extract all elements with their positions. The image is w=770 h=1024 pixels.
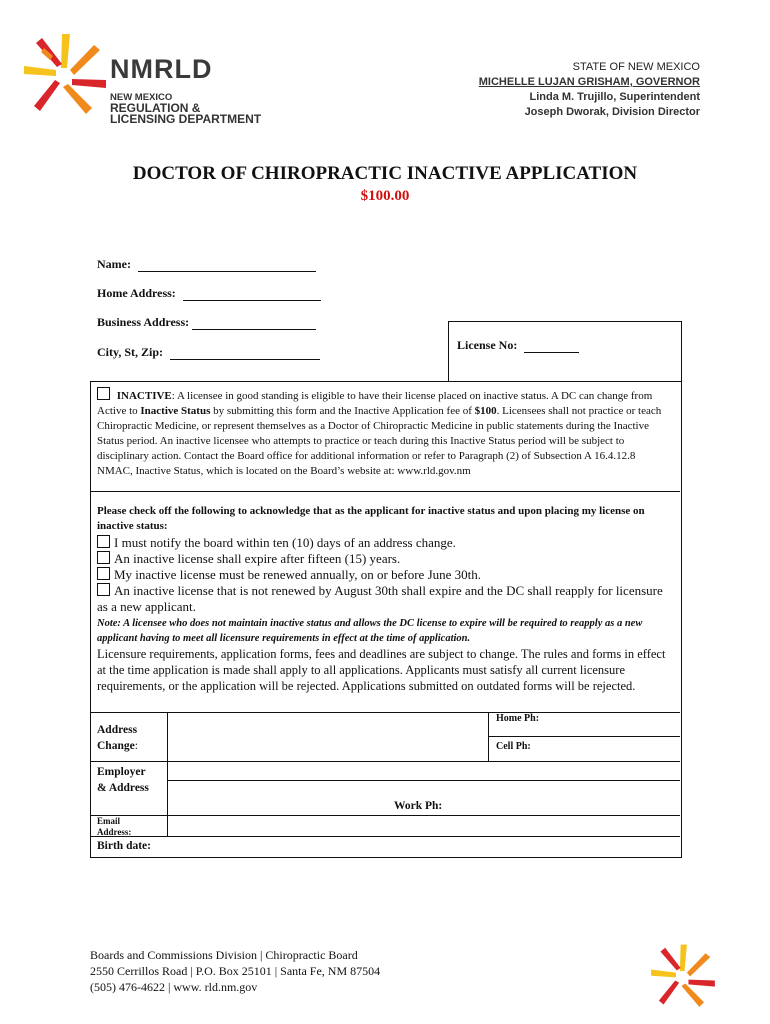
email-address-label bbox=[97, 816, 131, 838]
expiration-note bbox=[97, 616, 672, 646]
inactive-status-term: Inactive Status bbox=[140, 405, 211, 417]
name-label: Name: bbox=[97, 257, 131, 271]
employer-address-label bbox=[97, 764, 149, 796]
birth-date-label: Birth date: bbox=[97, 840, 151, 852]
birth-date-input[interactable] bbox=[160, 837, 679, 855]
form-title: DOCTOR OF CHIROPRACTIC INACTIVE APPLICATION bbox=[132, 163, 638, 184]
name-field bbox=[97, 257, 316, 272]
business-address-field bbox=[97, 315, 316, 330]
acknowledge-heading: Please check off the following to acknowledge that as the applicant for inactive status and upon placing my license on inactive status: bbox=[97, 505, 645, 532]
acknowledge-item bbox=[97, 567, 672, 583]
superintendent-name: Linda M. Trujillo, Superintendent bbox=[529, 91, 700, 103]
inactive-checkbox[interactable] bbox=[97, 387, 110, 400]
address-change-label-line2: Change bbox=[97, 740, 135, 752]
acknowledge-checkbox-3[interactable] bbox=[97, 567, 110, 580]
acknowledge-item-text: I must notify the board within ten (10) days of an address change. bbox=[114, 535, 456, 550]
logo-sub-line3: LICENSING DEPARTMENT bbox=[110, 112, 262, 126]
business-address-label: Business Address: bbox=[97, 315, 190, 329]
acknowledge-item bbox=[97, 551, 672, 567]
acknowledge-item bbox=[97, 535, 672, 551]
logo-sub-line1: NEW MEXICO bbox=[110, 92, 173, 103]
inactive-term: INACTIVE bbox=[116, 390, 172, 402]
nmrld-sunburst-logo-small-icon bbox=[648, 940, 718, 1010]
nmrld-sunburst-logo-icon bbox=[20, 28, 110, 118]
application-fee: $100.00 bbox=[360, 188, 410, 204]
acknowledge-item-text: An inactive license shall expire after fifteen (15) years. bbox=[114, 551, 401, 566]
license-number-label: License No: bbox=[457, 338, 518, 352]
logo-wordmark: NMRLD bbox=[110, 54, 213, 84]
acknowledge-item-text: My inactive license must be renewed annually, on or before June 30th. bbox=[114, 567, 482, 582]
license-number-input-line[interactable] bbox=[524, 339, 579, 353]
inactive-text-1: : A licensee in good standing is eligible to have their license placed on inactive status. A DC can change from Active to bbox=[97, 390, 653, 417]
footer-contact bbox=[90, 947, 380, 995]
inactive-text-2: by submitting this form and the Inactive Application fee of bbox=[210, 405, 475, 417]
email-label-line2: Address: bbox=[97, 827, 132, 837]
governor-name: MICHELLE LUJAN GRISHAM, GOVERNOR bbox=[478, 76, 700, 88]
address-change-colon: : bbox=[134, 740, 138, 752]
note-text: A licensee who does not maintain inactive status and allows the DC license to expire will be required to reapply as a new applicant having to meet all licensure requirements in effect at the time of application. bbox=[97, 618, 643, 644]
director-name: Joseph Dworak, Division Director bbox=[524, 106, 700, 118]
city-state-zip-field bbox=[97, 345, 320, 360]
acknowledge-checkbox-4[interactable] bbox=[97, 583, 110, 596]
email-address-input[interactable] bbox=[168, 816, 679, 835]
acknowledge-list bbox=[97, 535, 672, 615]
inactive-description bbox=[97, 387, 672, 479]
email-label-line1: Email bbox=[97, 816, 121, 826]
footer-line-2: 2550 Cerrillos Road | P.O. Box 25101 | Santa Fe, NM 87504 bbox=[90, 964, 381, 978]
acknowledge-item-text: An inactive license that is not renewed by August 30th shall expire and the DC shall reapply for licensure as a new applicant. bbox=[97, 583, 663, 614]
employer-label-line2: & Address bbox=[97, 782, 149, 794]
home-phone-label: Home Ph: bbox=[496, 713, 540, 724]
acknowledge-item bbox=[97, 583, 672, 615]
address-change-input[interactable] bbox=[168, 713, 487, 760]
address-change-label-line1: Address bbox=[97, 724, 138, 736]
acknowledge-checkbox-1[interactable] bbox=[97, 535, 110, 548]
employer-label-line1: Employer bbox=[97, 766, 146, 778]
note-label: Note: bbox=[97, 618, 121, 629]
city-state-zip-input-line[interactable] bbox=[170, 346, 320, 360]
cell-phone-label: Cell Ph: bbox=[496, 741, 531, 752]
state-name: STATE OF NEW MEXICO bbox=[572, 61, 700, 73]
home-address-input-line[interactable] bbox=[183, 287, 321, 301]
section-divider bbox=[90, 491, 680, 492]
inactive-text-3: . Licensees shall not practice or teach Chiropractic Medicine, or represent themselves as a Doctor of Chiropractic Medicine in public statements during the Inactive Status period. An inactive licensee who attempts to practice or teach during this Inactive Status period will be subject to disciplinary action. Contact the Board office for additional information or refer to Paragraph (2) of Subsection A 16.4.12.8 NMAC, Inactive Status, which is located on the Board’s website at: www.rld.gov.nm bbox=[97, 405, 662, 477]
logo-subtitle bbox=[110, 92, 261, 125]
footer-line-1: Boards and Commissions Division | Chiropractic Board bbox=[90, 948, 358, 962]
inactive-fee: $100 bbox=[474, 405, 497, 417]
requirements-text: Licensure requirements, application forms, fees and deadlines are subject to change. The rules and forms in effect at the time application is made shall apply to all applications. Applicants must satisfy all current licensure requirements, or the application will be rejected. Applications submitted on outdated forms will be rejected. bbox=[97, 647, 666, 693]
address-change-label bbox=[97, 722, 138, 754]
home-address-label: Home Address: bbox=[97, 286, 176, 300]
license-number-field bbox=[457, 338, 579, 353]
city-state-zip-label: City, St, Zip: bbox=[97, 345, 164, 359]
acknowledge-checkbox-2[interactable] bbox=[97, 551, 110, 564]
footer-line-3: (505) 476-4622 | www. rld.nm.gov bbox=[90, 980, 258, 994]
name-input-line[interactable] bbox=[138, 258, 316, 272]
state-officials-block bbox=[479, 60, 700, 120]
home-address-field bbox=[97, 286, 321, 301]
logo-sub-line2: REGULATION & bbox=[110, 101, 201, 115]
business-address-input-line[interactable] bbox=[192, 316, 316, 330]
work-phone-label: Work Ph: bbox=[394, 800, 443, 812]
table-phone-divider bbox=[488, 736, 680, 737]
